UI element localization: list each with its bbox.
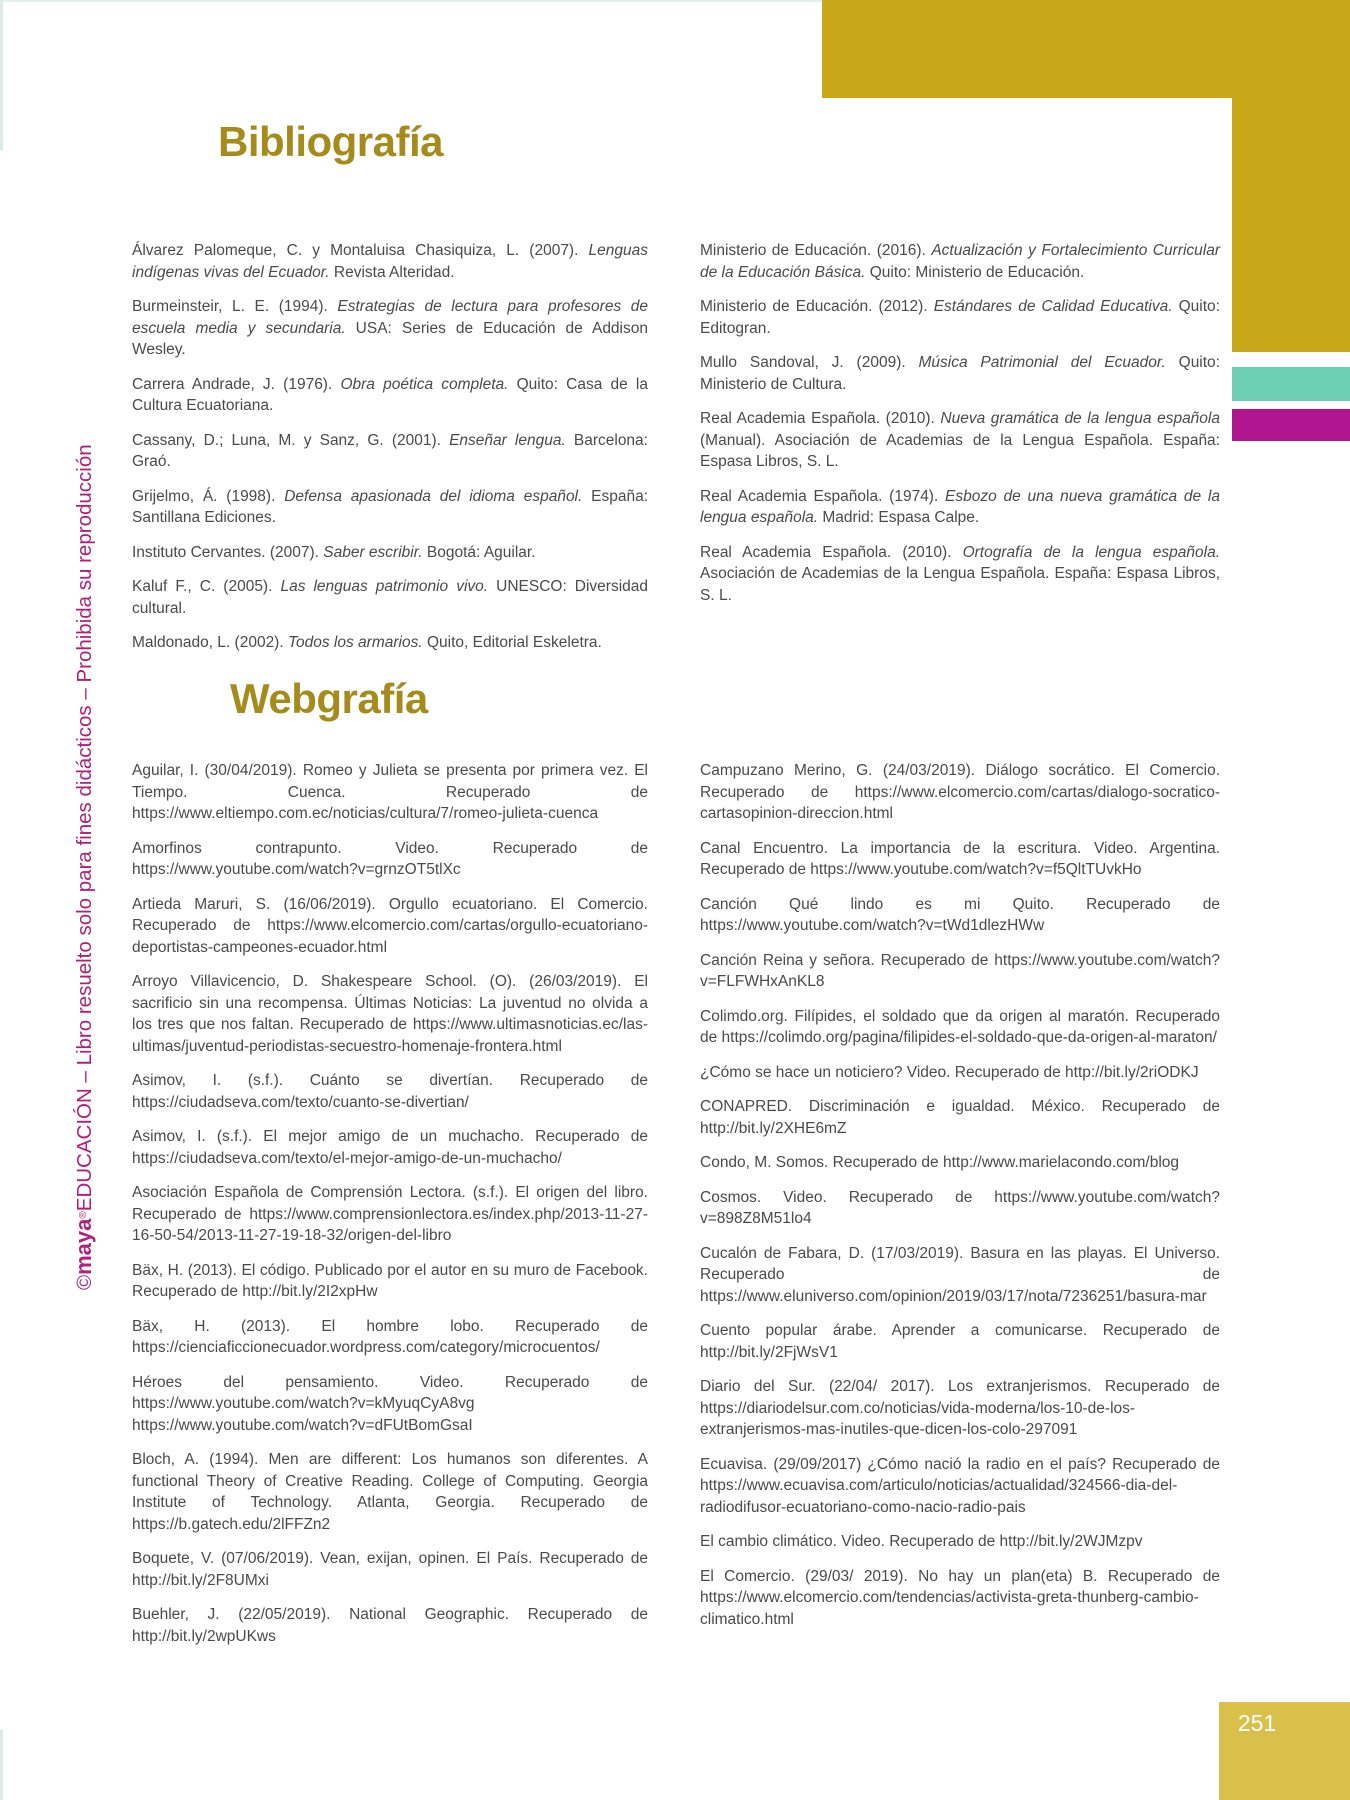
entry-publisher: Barcelona: Graó. (132, 431, 648, 470)
webgraphy-entry: Boquete, V. (07/06/2019). Vean, exijan, opinen. El País. Recuperado de http://bit.ly/2F8UMxi (132, 1550, 648, 1589)
entry-author: Instituto Cervantes. (2007). (132, 543, 324, 561)
webgraphy-entry: Asociación Española de Comprensión Lectora. (s.f.). El origen del libro. Recuperado de https://www.comprensionlectora.es/index.php/2013-11-27-16-50-54/2013-11-27-19-18-32/origen-del-libro (132, 1184, 648, 1244)
entry-publisher: (Manual). Asociación de Academias de la Lengua Española. España: Espasa Libros, S. L. (700, 431, 1220, 470)
webgraphy-entry: Campuzano Merino, G. (24/03/2019). Diálogo socrático. El Comercio. Recuperado de https://www.elcomercio.com/cartas/dialogo-socratico-cartasopinion-direccion.html (700, 762, 1220, 822)
entry-author: Real Academia Española. (2010). (700, 410, 941, 427)
webgraphy-entry: Canción Reina y señora. Recuperado de https://www.youtube.com/watch?v=FLFWHxAnKL8 (700, 951, 1220, 990)
entry-author: Cassany, D.; Luna, M. y Sanz, G. (2001). (132, 431, 450, 449)
entry-title: Estrategias de lectura para profesores de escuela media y secundaria. (132, 298, 649, 337)
entry-title: Actualización y Fortalecimiento Curricular de la Educación Básica. (700, 242, 1220, 281)
webgraphy-entry: Colimdo.org. Filípides, el soldado que da origen al maratón. Recuperado de https://colimdo.org/pagina/filipides-el-soldado-que-da-origen-al-maraton/ (700, 1007, 1220, 1046)
bibliography-entry (132, 632, 648, 654)
entry-publisher: Asociación de Academias de la Lengua Española. España: Espasa Libros, S. L. (700, 565, 1220, 604)
left-thin-line (0, 0, 3, 150)
entry-publisher: Quito, Editorial Eskeletra. (422, 634, 602, 651)
entry-title: Estándares de Calidad Educativa. (933, 298, 1173, 315)
entry-author: Mullo Sandoval, J. (2009). (700, 354, 919, 371)
entry-publisher: Quito: Ministerio de Educación. (865, 263, 1085, 281)
entry-title: Lenguas indígenas vivas del Ecuador. (132, 242, 648, 281)
copyright-symbol: © (73, 1274, 96, 1290)
left-thin-line-bottom (0, 1730, 3, 1800)
webgraphy-entry: Asimov, I. (s.f.). El mejor amigo de un muchacho. Recuperado de https://ciudadseva.com/texto/el-mejor-amigo-de-un-muchacho/ (132, 1128, 648, 1167)
webgraphy-entry: Buehler, J. (22/05/2019). National Geographic. Recuperado de http://bit.ly/2wpUKws (132, 1606, 648, 1645)
webgraphy-entry: Canción Qué lindo es mi Quito. Recuperado de https://www.youtube.com/watch?v=tWd1dlezHWw (700, 895, 1220, 934)
webgraphy-entry: CONAPRED. Discriminación e igualdad. México. Recuperado de http://bit.ly/2XHE6mZ (700, 1098, 1220, 1137)
webgraphy-entry: Asimov, I. (s.f.). Cuánto se divertían. Recuperado de https://ciudadseva.com/texto/cuanto-se-divertian/ (132, 1072, 648, 1111)
entry-title: Obra poética completa. (340, 375, 509, 393)
registered-symbol: ® (78, 1211, 89, 1219)
bibliography-entry (700, 486, 1220, 529)
webgraphy-entry: El Comercio. (29/03/ 2019). No hay un plan(eta) B. Recuperado de https://www.elcomercio.com/tendencias/activista-greta-thunberg-cambio-climatico.html (700, 1567, 1220, 1628)
entry-author: Ministerio de Educación. (2012). (700, 298, 934, 315)
entry-author: Carrera Andrade, J. (1976). (132, 375, 341, 393)
entry-author: Álvarez Palomeque, C. y Montaluisa Chasiquiza, L. (2007). (132, 242, 589, 259)
entry-title: Saber escribir. (323, 543, 423, 561)
bibliography-entry (700, 296, 1220, 339)
webgraphy-entry: Canal Encuentro. La importancia de la escritura. Video. Argentina. Recuperado de https://www.youtube.com/watch?v=f5QltTUvkHo (700, 839, 1220, 878)
entry-title: Esbozo de una nueva gramática de la lengua española. (700, 487, 1220, 526)
webgraphy-entry: Ecuavisa. (29/09/2017) ¿Cómo nació la radio en el país? Recuperado de https://www.ecuavisa.com/articulo/noticias/actualidad/324566-dia-del-radiodifusor-ecuatoriano-como-nacio-radio-pais (700, 1455, 1220, 1516)
brand-logo: maya (71, 1218, 96, 1275)
entry-title: Nueva gramática de la lengua española (940, 410, 1220, 427)
entry-publisher: Quito: Ministerio de Cultura. (700, 354, 1220, 393)
webgraphy-entry: Bäx, H. (2013). El código. Publicado por el autor en su muro de Facebook. Recuperado de http://bit.ly/2I2xpHw (132, 1261, 648, 1300)
entry-title: Las lenguas patrimonio vivo. (280, 578, 489, 595)
entry-author: Real Academia Española. (2010). (700, 543, 963, 561)
webgraphy-entry: Héroes del pensamiento. Video. Recuperado de https://www.youtube.com/watch?v=kMyuqCyA8vg https://www.youtube.com/watch?v=dFUtBomGsaI (132, 1373, 648, 1434)
gold-side-band (1232, 0, 1350, 352)
copyright-text: EDUCACIÓN – Libro resuelto solo para fines didácticos – Prohibida su reproducción (73, 444, 96, 1212)
entry-title: Música Patrimonial del Ecuador. (918, 354, 1166, 371)
webgraphy-entry: Diario del Sur. (22/04/ 2017). Los extranjerismos. Recuperado de https://diariodelsur.com.co/noticias/vida-moderna/los-10-de-los-extranjerismos-mas-inutiles-que-dicen-los-colo-297091 (700, 1378, 1220, 1438)
webgraphy-entry: Bäx, H. (2013). El hombre lobo. Recuperado de https://cienciaficcionecuador.wordpress.com/category/microcuentos/ (132, 1317, 648, 1356)
webgraphy-entry: Amorfinos contrapunto. Video. Recuperado de https://www.youtube.com/watch?v=grnzOT5tlXc (132, 839, 648, 878)
bibliography-entry (700, 240, 1220, 283)
entry-author: Maldonado, L. (2002). (132, 634, 288, 651)
webgraphy-entry: Cosmos. Video. Recuperado de https://www.youtube.com/watch?v=898Z8M51lo4 (700, 1188, 1220, 1227)
page-number: 251 (1237, 1710, 1277, 1736)
entry-author: Real Academia Española. (1974). (700, 487, 946, 505)
teal-tab (1232, 367, 1350, 401)
entry-title: Ortografía de la lengua española. (962, 543, 1220, 561)
bibliografia-left-column (132, 240, 648, 667)
bibliography-entry (132, 542, 648, 564)
bibliography-entry (132, 240, 648, 283)
entry-publisher: Quito: Editogran. (700, 298, 1220, 337)
entry-publisher: España: Santillana Ediciones. (132, 487, 649, 526)
entry-title: Defensa apasionada del idioma español. (284, 487, 583, 505)
bibliography-entry (700, 408, 1220, 473)
bibliography-entry (700, 542, 1220, 607)
webgraphy-entry: Arroyo Villavicencio, D. Shakespeare School. (O). (26/03/2019). El sacrificio sin una recompensa. Últimas Noticias: La juventud no olvida a los tres que nos faltan. Recuperado de https://www.ultimasnoticias.ec/las-ultimas/juventud-periodistas-secuestro-homenaje-frontera.html (132, 973, 648, 1055)
webgraphy-entry: El cambio climático. Video. Recuperado de http://bit.ly/2WJMzpv (700, 1533, 1143, 1550)
webgraphy-entry: Condo, M. Somos. Recuperado de http://www.marielacondo.com/blog (700, 1154, 1180, 1171)
webgraphy-entry: Cuento popular árabe. Aprender a comunicarse. Recuperado de http://bit.ly/2FjWsV1 (700, 1322, 1220, 1361)
entry-publisher: USA: Series de Educación de Addison Wesley. (132, 319, 648, 358)
entry-author: Burmeinsteir, L. E. (1994). (132, 298, 338, 315)
entry-publisher: Bogotá: Aguilar. (422, 543, 536, 561)
entry-publisher: Quito: Casa de la Cultura Ecuatoriana. (132, 375, 648, 414)
top-thin-line (0, 0, 822, 2)
bibliography-entry (132, 430, 648, 473)
webgraphy-entry: Artieda Maruri, S. (16/06/2019). Orgullo ecuatoriano. El Comercio. Recuperado de https://www.elcomercio.com/cartas/orgullo-ecuatoriano-deportistas-campeones-ecuador.html (132, 895, 648, 956)
bibliography-entry (132, 486, 648, 529)
webgraphy-entry: Bloch, A. (1994). Men are different: Los humanos son diferentes. A functional Theory of Creative Reading. College of Computing. Georgia Institute of Technology. Atlanta, Georgia. Recuperado de https://b.gatech.edu/2lFFZn2 (132, 1451, 648, 1533)
webgrafia-title: Webgrafía (230, 675, 428, 722)
entry-publisher: Madrid: Espasa Calpe. (818, 509, 980, 526)
entry-author: Kaluf F., C. (2005). (132, 578, 281, 595)
webgrafia-left-column (132, 760, 648, 1660)
bibliografia-title: Bibliografía (218, 118, 444, 165)
webgraphy-entry: Cucalón de Fabara, D. (17/03/2019). Basura en las playas. El Universo. Recuperado de https://www.eluniverso.com/opinion/2019/03/17/nota/7236251/basura-mar (700, 1244, 1220, 1305)
webgraphy-entry: Aguilar, I. (30/04/2019). Romeo y Julieta se presenta por primera vez. El Tiempo. Cuenca. Recuperado de https://www.eltiempo.com.ec/noticias/cultura/7/romeo-julieta-cuenca (132, 762, 648, 822)
bibliografia-right-column (700, 240, 1220, 619)
entry-author: Grijelmo, Á. (1998). (132, 487, 285, 505)
bibliography-entry (132, 374, 648, 417)
entry-author: Ministerio de Educación. (2016). (700, 242, 932, 259)
bibliography-entry (132, 296, 648, 361)
entry-publisher: Revista Alteridad. (329, 263, 455, 281)
entry-title: Enseñar lengua. (449, 431, 566, 449)
bibliography-entry (700, 352, 1220, 395)
entry-title: Todos los armarios. (287, 634, 423, 651)
entry-publisher: UNESCO: Diversidad cultural. (132, 578, 649, 617)
copyright-sidebar (68, 444, 100, 1290)
bibliography-entry (132, 576, 648, 619)
webgrafia-right-column (700, 760, 1220, 1643)
webgraphy-entry: ¿Cómo se hace un noticiero? Video. Recuperado de http://bit.ly/2riODKJ (700, 1063, 1199, 1081)
magenta-tab (1232, 409, 1350, 441)
